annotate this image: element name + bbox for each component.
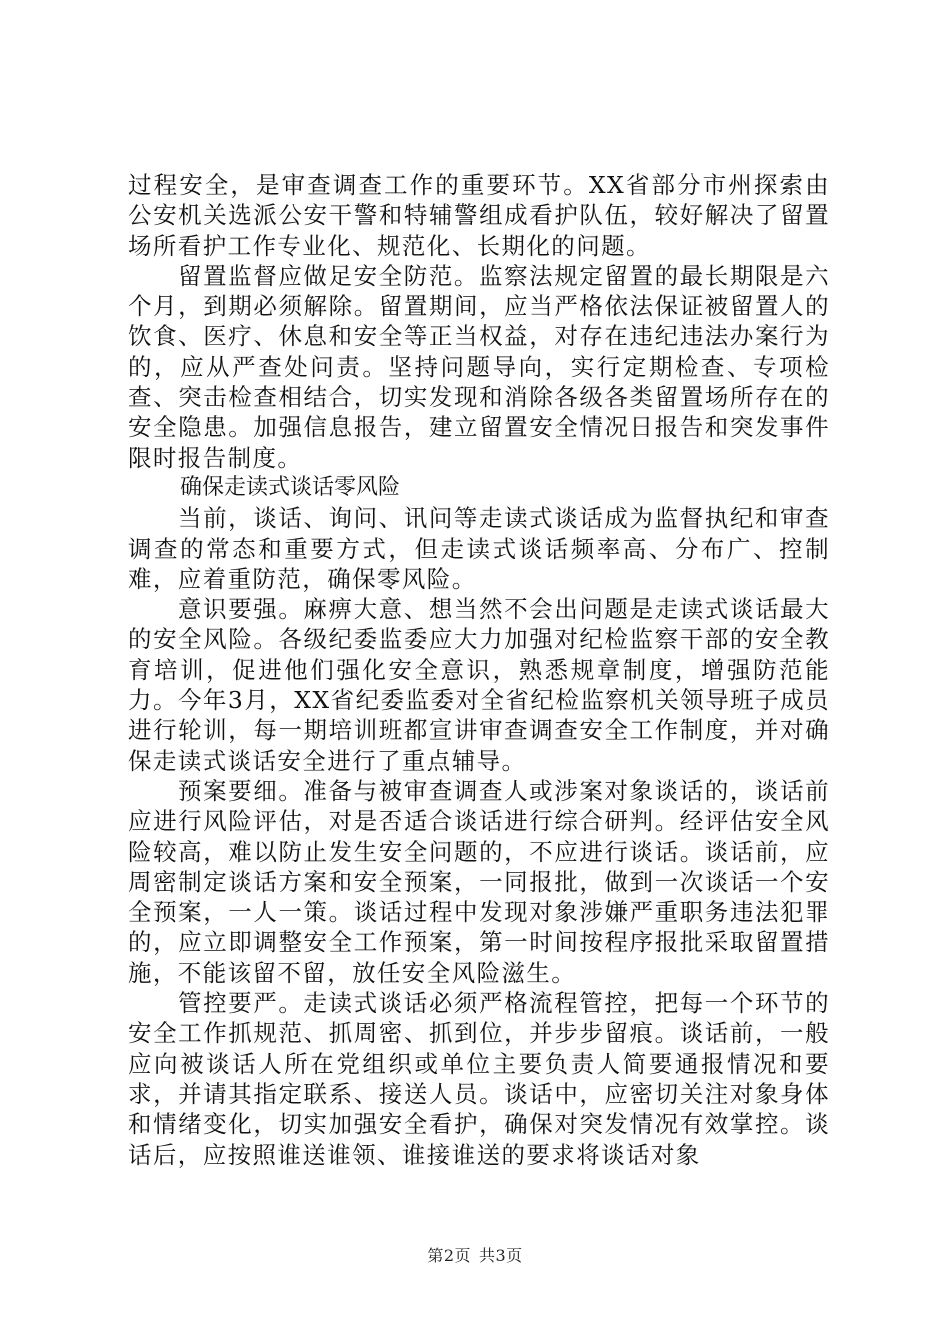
paragraph-continuation: 过程安全，是审查调查工作的重要环节。XX省部分市州探索由公安机关选派公安干警和特辅警组成看护队伍，较好解决了留置场所看护工作专业化、规范化、长期化的问题。 [128, 171, 830, 260]
page-number: 第2页 [427, 1246, 471, 1265]
paragraph-intro: 当前，谈话、询问、讯问等走读式谈话成为监督执纪和审查调查的常态和重要方式，但走读式谈话频率高、分布广、控制难，应着重防范，确保零风险。 [128, 504, 830, 593]
paragraph-plan: 预案要细。准备与被审查调查人或涉案对象谈话的，谈话前应进行风险评估，对是否适合谈话进行综合研判。经评估安全风险较高，难以防止发生安全问题的，不应进行谈话。谈话前，应周密制定谈话方案和安全预案，一同报批，做到一次谈话一个安全预案，一人一策。谈话过程中发现对象涉嫌严重职务违法犯罪的，应立即调整安全工作预案，第一时间按程序报批采取留置措施，不能该留不留，放任安全风险滋生。 [128, 776, 830, 987]
paragraph-awareness: 意识要强。麻痹大意、想当然不会出问题是走读式谈话最大的安全风险。各级纪委监委应大力加强对纪检监察干部的安全教育培训，促进他们强化安全意识，熟悉规章制度，增强防范能力。今年3月，XX省纪委监委对全省纪检监察机关领导班子成员进行轮训，每一期培训班都宣讲审查调查安全工作制度，并对确保走读式谈话安全进行了重点辅导。 [128, 595, 830, 775]
section-heading: 确保走读式谈话零风险 [180, 474, 401, 500]
paragraph-detention-safety: 留置监督应做足安全防范。监察法规定留置的最长期限是六个月，到期必须解除。留置期间，应当严格依法保证被留置人的饮食、医疗、休息和安全等正当权益，对存在违纪违法办案行为的，应从严查处问责。坚持问题导向，实行定期检查、专项检查、突击检查相结合，切实发现和消除各级各类留置场所存在的安全隐患。加强信息报告，建立留置安全情况日报告和突发事件限时报告制度。 [128, 261, 830, 472]
document-body [128, 170, 830, 1170]
paragraph-control: 管控要严。走读式谈话必须严格流程管控，把每一个环节的安全工作抓规范、抓周密、抓到位，并步步留痕。谈话前，一般应向被谈话人所在党组织或单位主要负责人简要通报情况和要求，并请其指定联系、接送人员。谈话中，应密切关注对象身体和情绪变化，切实加强安全看护，确保对突发情况有效掌控。谈话后，应按照谁送谁领、谁接谁送的要求将谈话对象 [128, 989, 830, 1169]
page-footer [0, 1243, 950, 1266]
page-total: 共3页 [479, 1246, 523, 1265]
